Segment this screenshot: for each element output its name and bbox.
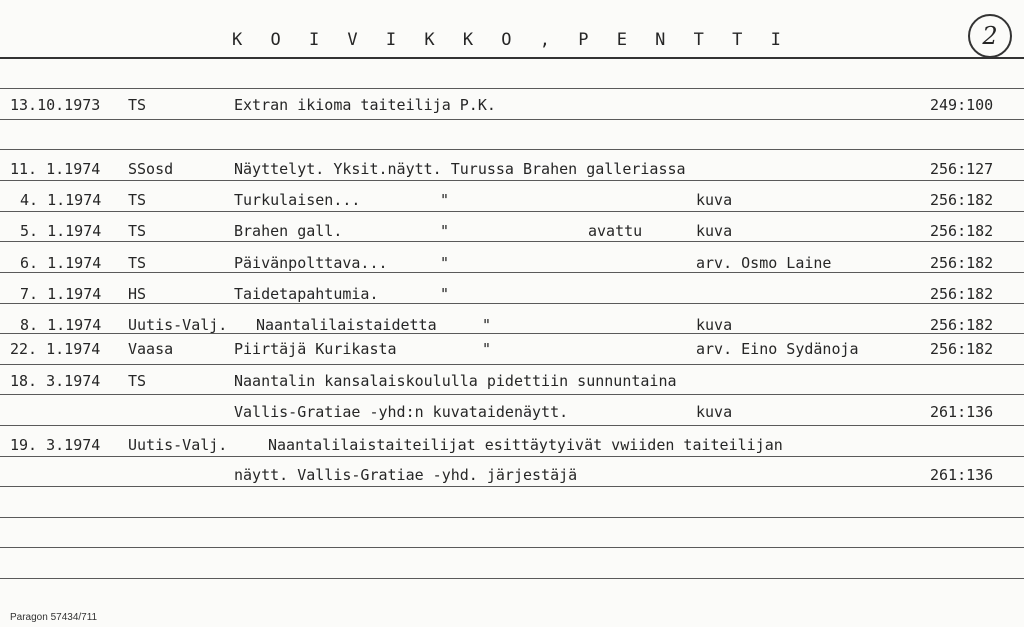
entry-ref: 256:182	[930, 222, 994, 240]
entry-source: TS	[128, 222, 147, 240]
entry-note: arv. Eino Sydänoja	[696, 340, 859, 358]
card-title: K O I V I K K O , P E N T T I	[232, 30, 790, 50]
rule-line	[0, 394, 1024, 395]
entry-text: Brahen gall.	[234, 222, 343, 240]
rule-line	[0, 119, 1024, 120]
entry-ref: 261:136	[930, 466, 994, 484]
entry-source: TS	[128, 372, 147, 390]
entry-text: Turkulaisen...	[234, 191, 361, 209]
entry-text: Naantalilaistaiteilijat esittäytyivät vwiiden taiteilijan	[268, 436, 783, 454]
entry-source: TS	[128, 254, 147, 272]
entry-date: 11. 1.1974	[10, 160, 101, 178]
rule-line	[0, 241, 1024, 242]
entry-source: Uutis-Valj.	[128, 436, 228, 454]
entry-text: Vallis-Gratiae -yhd:n kuvataidenäytt.	[234, 403, 569, 421]
entry-date: 18. 3.1974	[10, 372, 101, 390]
entry-source: TS	[128, 191, 147, 209]
ditto-mark: "	[440, 254, 450, 272]
ditto-mark: "	[440, 191, 450, 209]
rule-line	[0, 57, 1024, 59]
entry-text: Piirtäjä Kurikasta	[234, 340, 397, 358]
entry-ref: 256:182	[930, 316, 994, 334]
ditto-mark: "	[482, 340, 492, 358]
entry-text: Naantalin kansalaiskoululla pidettiin sunnuntaina	[234, 372, 677, 390]
entry-date: 7. 1.1974	[20, 285, 102, 303]
rule-line	[0, 425, 1024, 426]
page-number-circle: 2	[968, 14, 1012, 58]
entry-date: 5. 1.1974	[20, 222, 102, 240]
entry-date: 4. 1.1974	[20, 191, 102, 209]
entry-note: kuva	[696, 191, 733, 209]
ditto-mark: "	[440, 285, 450, 303]
entry-text: Näyttelyt. Yksit.näytt. Turussa Brahen galleriassa	[234, 160, 686, 178]
entry-ref: 261:136	[930, 403, 994, 421]
entry-source: Uutis-Valj.	[128, 316, 228, 334]
entry-date: 6. 1.1974	[20, 254, 102, 272]
entry-ref: 256:127	[930, 160, 994, 178]
entry-date: 8. 1.1974	[20, 316, 102, 334]
entry-note: kuva	[696, 222, 733, 240]
entry-source: Vaasa	[128, 340, 174, 358]
rule-line	[0, 272, 1024, 273]
entry-status: avattu	[588, 222, 643, 240]
ditto-mark: "	[440, 222, 450, 240]
rule-line	[0, 303, 1024, 304]
entry-text: näytt. Vallis-Gratiae -yhd. järjestäjä	[234, 466, 578, 484]
rule-line	[0, 456, 1024, 457]
ditto-mark: "	[482, 316, 492, 334]
entry-source: TS	[128, 96, 147, 114]
entry-ref: 256:182	[930, 340, 994, 358]
rule-line	[0, 211, 1024, 212]
entry-text: Taidetapahtumia.	[234, 285, 379, 303]
entry-note: kuva	[696, 316, 733, 334]
rule-line	[0, 517, 1024, 518]
entry-ref: 256:182	[930, 285, 994, 303]
entry-date: 13.10.1973	[10, 96, 101, 114]
rule-line	[0, 88, 1024, 89]
entry-note: arv. Osmo Laine	[696, 254, 832, 272]
entry-ref: 249:100	[930, 96, 994, 114]
entry-note: kuva	[696, 403, 733, 421]
entry-text: Naantalilaistaidetta	[256, 316, 437, 334]
entry-text: Extran ikioma taiteilija P.K.	[234, 96, 496, 114]
rule-line	[0, 180, 1024, 181]
entry-source: SSosd	[128, 160, 174, 178]
rule-line	[0, 547, 1024, 548]
entry-ref: 256:182	[930, 254, 994, 272]
rule-line	[0, 578, 1024, 579]
entry-source: HS	[128, 285, 147, 303]
entry-date: 19. 3.1974	[10, 436, 101, 454]
rule-line	[0, 149, 1024, 150]
entry-text: Päivänpolttava...	[234, 254, 388, 272]
printer-mark: Paragon 57434/711	[10, 612, 98, 623]
entry-ref: 256:182	[930, 191, 994, 209]
entry-date: 22. 1.1974	[10, 340, 101, 358]
rule-line	[0, 486, 1024, 487]
rule-line	[0, 364, 1024, 365]
